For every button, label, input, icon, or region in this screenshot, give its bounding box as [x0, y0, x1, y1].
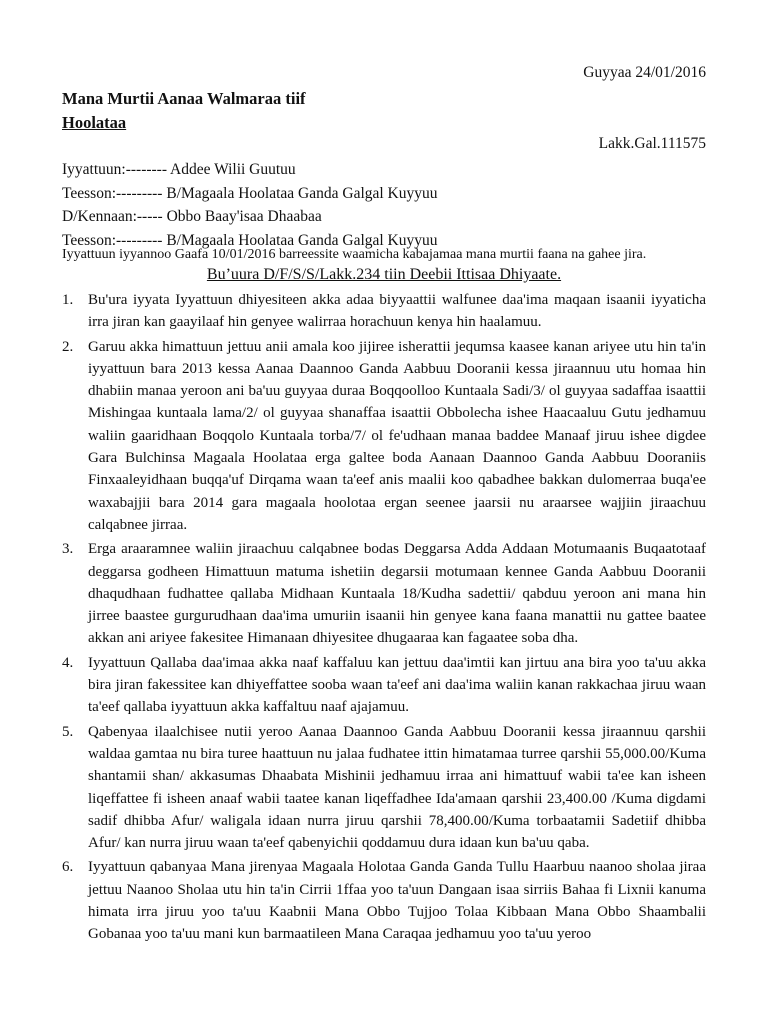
party-line-defendant-address: Teesson:--------- B/Magaala Hoolataa Ganda Galgal Kuyyuu: [62, 231, 438, 249]
list-item: [62, 336, 706, 537]
list-item-text: Garuu akka himattuun jettuu anii amala koo jijiree isherattii jequmsa kaasee kanan ariyee utu hin ta'in iyyattuun bara 2013 kessa Aanaa Daannoo Ganda Aabbuu Dooranii kessa jiraannuu utu homaa hin dhabiin manaa yeroon ani ba'uu guyyaa duraa Boqqoolloo Kuntaala Sadi/3/ ol guyyaa sadaffaa isaattii Mishingaa kuntaala lama/2/ ol guyyaa shanaffaa isaattii Obbolecha ishee Haacaaluu Gutu jedhamuu waliin gaaridhaan Boqqolo Kuntaala torba/7/ ol fe'udhaan manaa baddee Manaaf jiruu ishee digdee Gara Bulchinsa Magaala Hoolataa erga galtee boda Aanaan Daannoo Ganda Aabbuu Dooraniis Finxaaleyidhaan buqqa'uf Dirqama waan ta'eef anis maalii koo qabadhee bakkan dulomerraa buqa'ee waxabajjii bara 2014 gara magaala hoolotaa ergan seenee jaarsii nu araarsee wajjiin jiraachuu calqabnee jirraa.: [88, 338, 706, 533]
list-item-text: Bu'ura iyyata Iyyattuun dhiyesiteen akka adaa biyyaattii walfunee daa'ima maqaan isaanii iyyaticha irra jiran kan gaayilaaf hin genyee walirraa horachuun kenya hin haalamuu.: [88, 292, 706, 331]
numbered-list: [62, 289, 706, 948]
list-item-number: 1.: [62, 292, 74, 308]
document-date: Guyyaa 24/01/2016: [583, 64, 706, 81]
list-item: [62, 856, 706, 945]
court-name: Mana Murtii Aanaa Walmaraa tiif: [62, 89, 306, 108]
list-item: [62, 538, 706, 649]
court-location: Hoolataa: [62, 113, 127, 132]
list-item-number: 6.: [62, 859, 74, 876]
section-heading: Bu’uura D/F/S/S/Lakk.234 tiin Deebii Ittisaa Dhiyaate.: [206, 266, 562, 283]
list-item-number: 4.: [62, 654, 74, 671]
list-item-number: 3.: [62, 541, 74, 558]
list-item: [62, 289, 706, 334]
list-item-number: 2.: [62, 338, 74, 355]
party-line-plaintiff-address: Teesson:--------- B/Magaala Hoolataa Ganda Galgal Kuyyuu: [62, 184, 438, 202]
list-item-text: Qabenyaa ilaalchisee nutii yeroo Aanaa Daannoo Ganda Aabbuu Dooranii kessa jiraannuu qarshii waldaa gamtaa nu bira turee haattuun nu jalaa fudhatee ittin himatamaa turree qarshii 55,000.00/Kuma shantamii shan/ akkasumas Dhaabata Mishinii jedhamuu irraa ani himattuuf wabii ta'ee kan isheen liqeffattee fi isheen anaaf wabii taatee kanan liqeffadhee Ida'amaan qarshii 23,400.00 /Kuma digdami sadif dhibba Afur/ waligala idaan nurra jiruu qarshii 78,400.00/Kuma torbaatamii Sadetiif dhibba Afur/ kan nurra jiruu waan ta'eef qabenyichii qoddamuu dura idaan kun ba'uu qaba.: [88, 723, 706, 852]
list-item: [62, 652, 706, 719]
list-item-number: 5.: [62, 723, 74, 740]
party-line-plaintiff: Iyyattuun:-------- Addee Wilii Guutuu: [62, 161, 296, 178]
list-item-text: Iyyattuun qabanyaa Mana jirenyaa Magaala Holotaa Ganda Ganda Tullu Haarbuu naanoo sholaa jiraa jettuu Naanoo Sholaa utu hin ta'in Cirrii 1ffaa yoo ta'uun Dangaan isaa sirriis Bahaa fi Lixnii kanuma himata irra jiruu yoo ta'uu Kaabnii Mana Obbo Tujjoo Tolaa Kibbaan Mana Obbo Shaambalii Gobanaa yoo ta'uu mani kun barmaatileen Mana Caraqaa jedhamuu yoo ta'uu yeroo: [88, 859, 706, 943]
intro-paragraph: Iyyattuun iyyannoo Gaafa 10/01/2016 barreessite waamicha kabajamaa mana murtii faana na gahee jira.: [62, 247, 647, 262]
file-number: Lakk.Gal.111575: [598, 135, 706, 152]
parties-block: [62, 158, 712, 252]
party-line-defendant: D/Kennaan:----- Obbo Baay'isaa Dhaabaa: [62, 208, 322, 225]
list-item: [62, 721, 706, 855]
list-item-text: Erga araaramnee waliin jiraachuu calqabnee bodas Deggarsa Adda Addaan Motumaanis Buqaatotaaf deggarsa godheen Himattuun matuma ishetiin degarsii motumaan kennee Ganda Aabbuu Dooranii dhaqudhaan fudhattee qallaba Midhaan Kuntaala 18/Kudha sadettii/ qabduu yeroon ani mana hin jirree baastee gurgurudhaan daa'ima umuriin isaanii hin genyee kana faana manattii nu gattee baatee akkan ani ariyee fakesitee Himanaan dhiyesitee dhugaaraa kan fagaatee soba dha.: [88, 541, 706, 647]
list-item-text: Iyyattuun Qallaba daa'imaa akka naaf kaffaluu kan jettuu daa'imtii kan jirtuu ana bira yoo ta'uu akka bira jiran fakessitee kan dhiyeffattee sooba waan ta'eef ani daa'ima waliin kanan rakkachaa jiruu waan ta'eef qallaba iyyattuun akka kaffaltuu naaf ajajamuu.: [88, 654, 706, 716]
